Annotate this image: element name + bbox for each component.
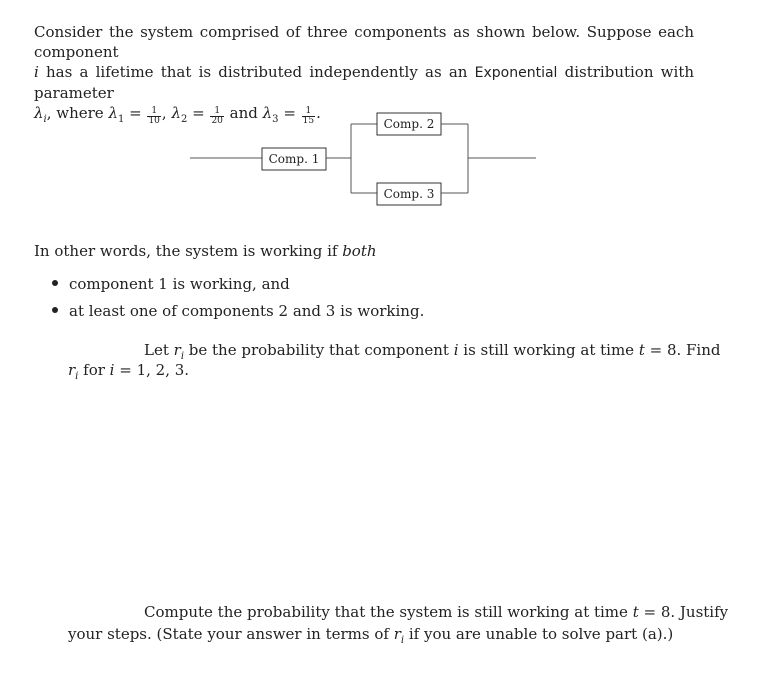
bullet-item-2 — [52, 301, 424, 321]
part-a-line-2 — [68, 360, 189, 387]
part-a-text-b: be the probability that component — [184, 341, 454, 359]
bullet-item-1 — [52, 274, 290, 294]
var-t: t — [632, 603, 639, 621]
lambda-i-sub: i — [43, 114, 47, 125]
comp-1-label: Comp. 1 — [268, 152, 320, 166]
lambda-1-num: 1 — [147, 107, 160, 117]
other-words-line — [34, 241, 694, 261]
eq-1: = — [124, 104, 147, 122]
lambda-1-den: 10 — [148, 116, 160, 126]
part-b-line-2 — [68, 624, 673, 651]
other-words-emph: both — [342, 242, 377, 260]
lambda-2-den: 20 — [211, 116, 223, 126]
part-a-text-c: is still working at time — [458, 341, 639, 359]
lambda-1-sub: 1 — [117, 114, 125, 125]
eq-3: = — [278, 104, 301, 122]
distribution-name: Exponential — [474, 65, 558, 81]
intro-line-2-suffix: distribution with parameter — [34, 63, 695, 102]
bullet-text-1: component 1 is working, and — [69, 275, 290, 293]
intro-line-2-text: has a lifetime that is distributed independently as an — [38, 63, 475, 81]
eq-2: = — [187, 104, 210, 122]
part-b-text-end: = 8. Justify — [638, 603, 729, 621]
other-words-prefix: In other words, the system is working if — [34, 242, 343, 260]
part-b-line-1 — [144, 602, 728, 622]
var-r-sub: i — [75, 371, 79, 382]
part-a-line-1 — [144, 340, 721, 367]
bullet-dot-icon — [52, 307, 58, 313]
var-r-sub: i — [180, 351, 185, 362]
var-r-sub: i — [400, 635, 405, 646]
and-word: and — [224, 104, 263, 122]
var-r: r — [173, 341, 181, 359]
lambda-2: λ — [171, 104, 181, 122]
intro-line-1-text: Consider the system comprised of three components as shown below. Suppose each component — [34, 23, 694, 61]
lambda-1: λ — [108, 104, 118, 122]
where-text: , where — [46, 104, 109, 122]
var-i: i — [109, 361, 115, 379]
bullet-text-2: at least one of components 2 and 3 is working. — [69, 302, 425, 320]
comp-3-label: Comp. 3 — [383, 187, 435, 201]
comma-1: , — [161, 104, 172, 122]
part-b-line-2-b: if you are unable to solve part (a).) — [404, 625, 674, 643]
period: . — [316, 104, 321, 122]
lambda-2-num: 1 — [210, 107, 223, 117]
var-i: i — [34, 63, 39, 81]
part-a-for: for — [78, 361, 110, 379]
bullet-dot-icon — [52, 280, 58, 286]
var-i: i — [453, 341, 459, 359]
part-a-text-d: = 8. Find — [644, 341, 721, 359]
var-r: r — [68, 361, 76, 379]
part-b-text: Compute the probability that the system is still working at time — [144, 603, 633, 621]
lambda-3: λ — [262, 104, 273, 122]
part-b-line-2-a: your steps. (State your answer in terms of — [68, 625, 394, 643]
lambda-3-sub: 3 — [272, 114, 279, 125]
lambda-3-den: 15 — [302, 116, 315, 126]
comp-2-label: Comp. 2 — [383, 117, 435, 131]
part-a-range: = 1, 2, 3. — [114, 361, 190, 379]
var-t: t — [638, 341, 645, 359]
lambda-3-num: 1 — [302, 107, 315, 117]
var-r: r — [393, 625, 401, 643]
part-a-let: Let — [144, 341, 174, 359]
lambda-2-sub: 2 — [180, 114, 188, 125]
lambda-i: λ — [34, 104, 44, 122]
